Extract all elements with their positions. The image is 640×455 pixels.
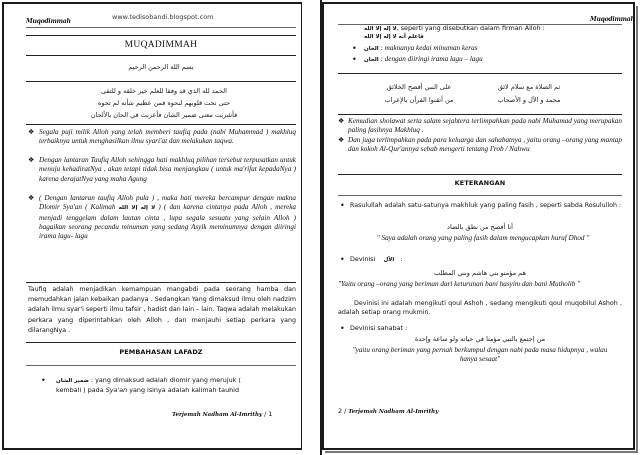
bullet-dot-icon: • (352, 55, 357, 64)
tahlil-arabic: لا إله إلا الله (364, 26, 397, 32)
verse-line-1: الحمد لله الذي قد وفقا للعلم خير خلقه و للتقى (101, 87, 227, 95)
taufiq-paragraph: Taufiq adalah menjadikan kemampuan mangabdi pada seorang hamba dan memudahkan jalan kebaikan padanya . Sedangkan Yang dimaksud ilmu oleh nadzim adalah ilmu syar'i seperti ilmu tafsir , hadist dan lain – lain. Taqwa adalah melakukan perkara yang diperintahkan oleh Alloh , dan menjauhi setiap perkara yang dilarangNya . (28, 286, 296, 334)
verse-2-right: محمد و الآل و الأصحاب (497, 96, 561, 104)
running-header: Muqodimmah (26, 18, 71, 25)
al-aal-arabic: الآل (383, 257, 395, 263)
footer-title: Terjemah Nadham Al-Imrithy (348, 409, 439, 415)
lafadz-text-2: kembali ) pada (56, 386, 106, 395)
top-line-text: , seperti yang disebutkan dalam firman Alloh : (396, 24, 545, 32)
lafadz-arabic: الحان (364, 57, 379, 63)
lafadz-text: : dengan diiringi irama lagu – lagu (378, 55, 483, 63)
verse-2-left: من أتقنوا القرآن بالإعراب (384, 96, 454, 104)
lafadz-text: : maknanya kedai minuman keras (378, 44, 478, 52)
lafadz-text-3: yang isinya adalah kalimah tauhid (127, 386, 239, 395)
tahlil-arabic: لا إله إلا الله (118, 205, 156, 212)
sahabat-translation: "yaitu orang beriman yang pernah berkumpul dengan nabi pada masa hidupnya , walau hanya sesaat" (352, 346, 608, 364)
section-rule-top (26, 342, 296, 343)
hadith-translation: " Saya adalah orang yang paling fasih dalam mengucapkan huruf Dhod " (376, 234, 590, 242)
bullet-text-2: Dan juga terlimpahkan pada para keluarga dan sahabatnya , yaitu orang –orang yang mantap dan kokoh Al-Qur'annya sebab mengerti tentang I'rob / Nahwu (348, 136, 622, 154)
bullet-text-3b: ) ( dan karena cintanya pada Alloh , mereka menjadi tenggelam dalam lautan cinta , lupa segala sesuatu yang selain Alloh ) bagaikan seorang pecandu minuman yang sedang Asyik meminumnya dengan diiringi irama lagu- lagu (39, 203, 296, 241)
blog-url: www.tedisobandi.blogspot.com (112, 13, 214, 21)
bullet-dot-icon: • (340, 201, 345, 210)
footer-title: Terjemah Nadham Al-Imrithy (172, 412, 263, 418)
diamond-bullet-icon: ❖ (338, 136, 345, 144)
al-aal-paragraph: Devinisi ini adalah mengikuti qoul Ashoh , sedang mengikuti qoul muqobilul Ashoh , adalah setiap orang mukmin. (338, 300, 622, 317)
bullet-dot-icon: • (352, 44, 357, 53)
basmala: بسم الله الرحمن الرحيم (128, 63, 194, 71)
bullet-dot-icon: • (340, 255, 345, 264)
header-rule (26, 27, 296, 28)
title-rule-bottom (26, 55, 296, 56)
al-aal-translation: "Yaitu orang –orang yang beriman dari keturunan bani hasyim dan bani Mutholib " (338, 280, 581, 288)
bullet-text-1: Kemudian sholawat serta salam sejahtera terlimpahkan pada nabi Muhamad yang merupakan paling fasihnya Makhluq . (348, 117, 622, 135)
bullet-text-3 (39, 194, 296, 241)
lafadz-khan (364, 44, 614, 54)
top-line (364, 24, 624, 34)
paragraph-rule (26, 282, 296, 283)
verses-rule (26, 124, 296, 125)
sahabat-definition-arabic: من إجتمع بالنبي مؤمنا في حياته ولو ساعة وإحدة (414, 335, 546, 343)
footer-separator: / (264, 410, 267, 418)
verse-line-3: فأشربت معنى ضمير الشان فأعربت في الحان بالألحان (90, 111, 238, 119)
lafadz-syaan: Sya'an (105, 386, 128, 395)
bullet-dot-icon: • (340, 324, 345, 333)
title-rule-top (26, 35, 296, 36)
lafadz-item (56, 376, 298, 395)
bullet-text-3a: ( Dengan lantaran taufiq Alloh pula ) , maka hati mereka bercampur dengan makna Dlomir Sya'an ( Kalimah (39, 194, 296, 212)
diamond-bullet-icon: ❖ (28, 128, 35, 136)
section-heading-keterangan: KETERANGAN (454, 179, 506, 187)
verse-1-right: ثم الصلاة مع سلام لائق (497, 83, 561, 91)
bullet-dot-icon: • (41, 376, 46, 385)
page-footer-left (172, 410, 272, 418)
page-number: 2 (338, 407, 343, 415)
keterangan-item-3: Devinisi sahabat : (350, 324, 408, 332)
left-page (2, 2, 302, 450)
page-footer-right (338, 407, 438, 415)
page-shadow-right (636, 6, 638, 452)
lafadz-arabic: ضمير الشان (56, 378, 89, 384)
bullet-text-2: Dengan lantaran Taufiq Alloh sehingga hati makhluq pilihan tersebut terpusatkan untuk menuju kehadiratNya , akan tetapi tidak bisa menjangkau ( untuk ma'rifat kepadaNya ) karena derajatNya yang maha Agung (39, 156, 296, 183)
verse-line-2: حتى نحت قلوبهم لنحوه فمن عظيم شأنه لم تحوه (97, 99, 231, 107)
lafadz-text-1: : yang dimaksud adalah dlomir yang merujuk ( (88, 376, 241, 384)
hadith-arabic: أنا أفصح من نطق بالضاد (447, 223, 513, 231)
footer-separator: / (344, 407, 347, 415)
diamond-bullet-icon: ❖ (338, 117, 345, 125)
page-shadow-bottom (325, 451, 638, 453)
devinisi-label: Devinisi (350, 255, 376, 263)
page-number: 1 (268, 410, 273, 418)
running-header: Muqodimmah (590, 16, 635, 23)
lafadz-han (364, 55, 614, 65)
section-rule-bottom (26, 365, 296, 366)
page-title: MUQADIMMAH (124, 40, 198, 50)
verses-rule-bottom (338, 114, 622, 115)
section-rule-bottom (338, 195, 622, 196)
colon: : (400, 255, 403, 263)
section-heading-lafadz: PEMBAHASAN LAFADZ (119, 348, 203, 356)
al-aal-definition-arabic: هم مؤمنو بني هاشم وبني المطلب (434, 269, 526, 277)
lafadz-arabic: الخان (364, 46, 379, 52)
basmala-rule (26, 81, 296, 82)
verses-rule-top (338, 73, 622, 74)
diamond-bullet-icon: ❖ (28, 194, 35, 202)
keterangan-item-2 (350, 255, 550, 265)
quran-quote: فاعلم أنه لا إله إلا الله (364, 34, 424, 40)
diamond-bullet-icon: ❖ (28, 156, 35, 164)
right-page (322, 2, 635, 450)
section-rule-top (338, 174, 622, 175)
verse-1-left: على النبي أفصح الخلائق (386, 83, 452, 91)
bullet-text-1: Segala puji milik Alloh yang telah memberi taufiq pada (nabi Muhammad ) makhluq terbaiknya untuk menghasilkan ilmu syari'at dan melakukan taqwa. (39, 128, 296, 146)
keterangan-item-1: Rasulullah adalah satu-satunya makhluk yang paling fasih , seperti sabda Rosululloh : (350, 202, 622, 209)
